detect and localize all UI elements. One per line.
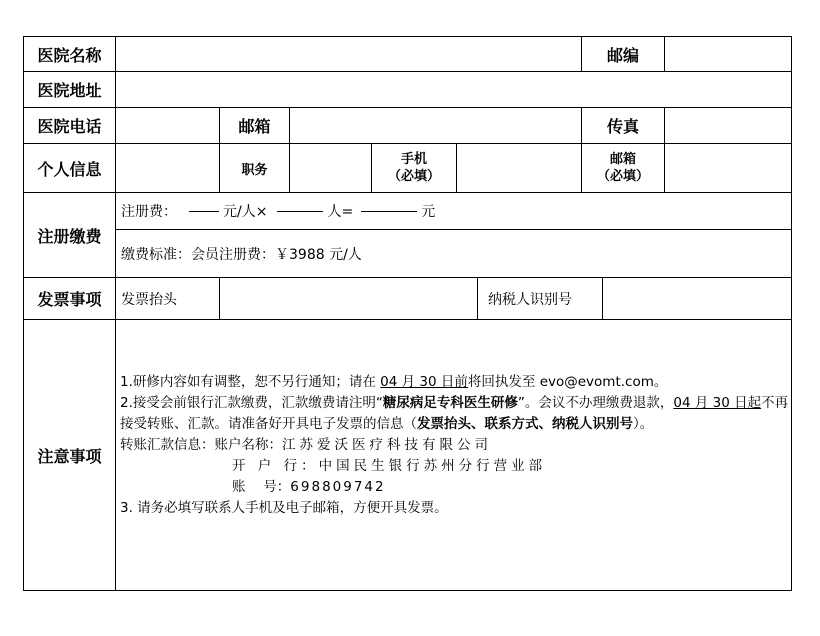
account-label: 账 号： bbox=[232, 479, 291, 495]
taxpayer-id-label: 纳税人识别号 bbox=[477, 277, 603, 320]
invoice-info-text: 发票抬头、联系方式、纳税人识别号 bbox=[417, 416, 633, 432]
fee-persons-blank[interactable] bbox=[277, 211, 323, 212]
email-field[interactable] bbox=[289, 107, 582, 144]
fee-persons: 人= bbox=[327, 204, 354, 220]
account-name: 江苏爱沃医疗科技有限公司 bbox=[282, 437, 492, 453]
note-text: ”。会议不办理缴费退款， bbox=[517, 395, 674, 411]
hospital-address-label: 医院地址 bbox=[23, 71, 116, 108]
deadline-date: 04 月 30 日前 bbox=[380, 374, 468, 390]
note-text: 将回执发至 evo@evomt.com。 bbox=[467, 374, 668, 390]
taxpayer-id-field[interactable] bbox=[602, 277, 792, 320]
account-number: 698809742 bbox=[290, 479, 386, 495]
invoice-label: 发票事项 bbox=[23, 277, 116, 320]
postcode-label: 邮编 bbox=[581, 36, 665, 72]
fee-total-blank[interactable] bbox=[361, 211, 417, 212]
fee-label: 注册费： bbox=[121, 204, 177, 220]
note-3: 3. 请务必填写联系人手机及电子邮箱，方便开具发票。 bbox=[120, 500, 448, 516]
bank-info bbox=[120, 456, 791, 477]
email-label: 邮箱 bbox=[219, 107, 290, 144]
invoice-title-field[interactable] bbox=[219, 277, 478, 320]
invoice-title-label: 发票抬头 bbox=[115, 277, 220, 320]
transfer-label: 转账汇款信息：账户名称： bbox=[120, 437, 282, 453]
note-2 bbox=[120, 393, 791, 435]
note-text: 1.研修内容如有调整，恕不另行通知；请在 bbox=[120, 374, 381, 390]
position-field[interactable] bbox=[289, 143, 372, 193]
notes-label: 注意事项 bbox=[23, 319, 116, 591]
mobile-text: 手机 bbox=[400, 152, 427, 167]
fax-field[interactable] bbox=[664, 107, 792, 144]
registration-fee-label: 注册缴费 bbox=[23, 192, 116, 278]
personal-email-field[interactable] bbox=[664, 143, 792, 193]
fee-unit: 元/人× bbox=[223, 204, 268, 220]
postcode-field[interactable] bbox=[664, 36, 792, 72]
bank-label: 开 户 行： bbox=[232, 458, 319, 474]
required-text: （必填） bbox=[387, 169, 440, 184]
note-1 bbox=[120, 372, 791, 393]
fee-standard: 缴费标准：会员注册费：￥3988 元/人 bbox=[115, 229, 792, 278]
remark-text: 糖尿病足专科医生研修 bbox=[382, 395, 518, 411]
hospital-address-field[interactable] bbox=[115, 71, 792, 108]
email-text: 邮箱 bbox=[609, 152, 636, 167]
note-text: 不再接受转账、汇款。请准备好开具电子发票的信息（ bbox=[120, 395, 789, 432]
hospital-name-label: 医院名称 bbox=[23, 36, 116, 72]
personal-info-label: 个人信息 bbox=[23, 143, 116, 193]
note-text: 2.接受会前银行汇款缴费，汇款缴费请注明“ bbox=[120, 395, 383, 411]
note-text: ）。 bbox=[633, 416, 654, 432]
mobile-field[interactable] bbox=[456, 143, 582, 193]
required-text: （必填） bbox=[596, 169, 649, 184]
notes-content bbox=[115, 319, 792, 591]
name-field[interactable] bbox=[115, 143, 220, 193]
bank-name: 中国民生银行苏州分行营业部 bbox=[318, 458, 547, 474]
transfer-info bbox=[120, 435, 791, 456]
fee-calculation bbox=[115, 192, 792, 230]
account-info bbox=[120, 477, 791, 498]
mobile-label bbox=[371, 143, 457, 193]
hospital-phone-label: 医院电话 bbox=[23, 107, 116, 144]
fee-price-blank[interactable] bbox=[189, 211, 219, 212]
hospital-name-field[interactable] bbox=[115, 36, 582, 72]
cutoff-date: 04 月 30 日起 bbox=[673, 395, 762, 411]
fax-label: 传真 bbox=[581, 107, 665, 144]
personal-email-label bbox=[581, 143, 665, 193]
position-label: 职务 bbox=[219, 143, 290, 193]
fee-yuan: 元 bbox=[421, 204, 436, 220]
hospital-phone-field[interactable] bbox=[115, 107, 220, 144]
